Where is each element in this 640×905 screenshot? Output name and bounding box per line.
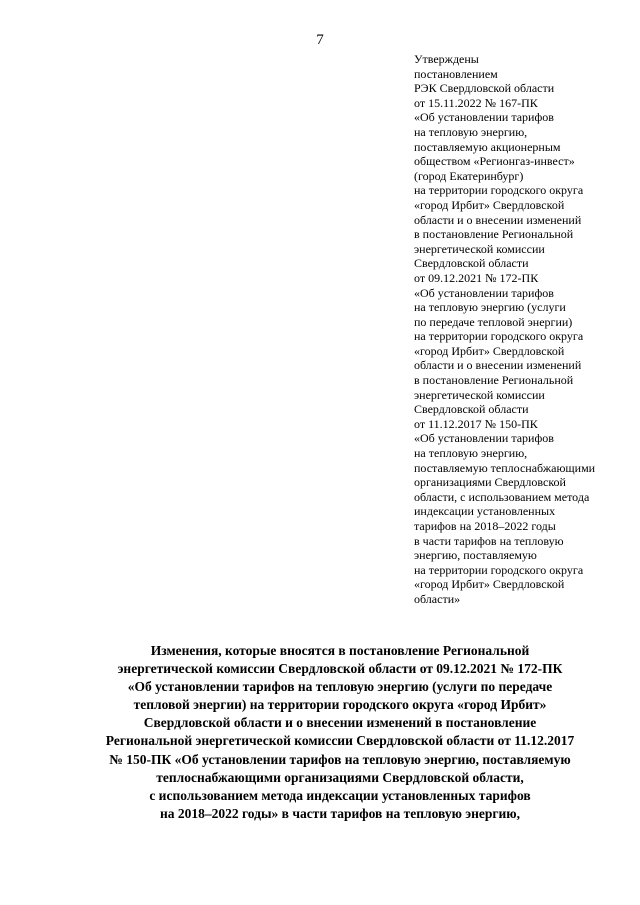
approval-line: «город Ирбит» Свердловской xyxy=(414,343,565,358)
approval-line: от 11.12.2017 № 150-ПК xyxy=(414,416,538,431)
approval-line: «Об установлении тарифов xyxy=(414,110,554,125)
approval-line: энергетической комиссии xyxy=(414,387,545,402)
approval-line: области, с использованием метода xyxy=(414,489,590,504)
title-line: № 150-ПК «Об установлении тарифов на тепловую энергию, поставляемую xyxy=(109,751,571,767)
approval-line: на тепловую энергию, xyxy=(414,446,528,461)
approval-line: на территории городского округа xyxy=(414,183,584,198)
approval-line: на тепловую энергию (услуги xyxy=(414,300,566,315)
approval-line: области и о внесении изменений xyxy=(414,358,582,373)
title-line: Региональной энергетической комиссии Свердловской области от 11.12.2017 xyxy=(105,733,575,749)
approval-line: Утверждены xyxy=(414,52,479,66)
title-line: Свердловской области и о внесении изменений в постановление xyxy=(143,715,537,731)
approval-line: на тепловую энергию, xyxy=(414,124,528,139)
approval-line: (город Екатеринбург) xyxy=(414,168,524,183)
approval-line: индексации установленных xyxy=(414,504,556,519)
title-line: теплоснабжающими организациями Свердловской области, xyxy=(156,769,524,785)
approval-line: на территории городского округа xyxy=(414,562,584,577)
approval-line: от 09.12.2021 № 172-ПК xyxy=(414,270,539,285)
approval-line: от 15.11.2022 № 167-ПК xyxy=(414,95,538,110)
approval-line: «город Ирбит» Свердловской xyxy=(414,577,565,592)
title-line: тепловой энергии) на территории городского округа «город Ирбит» xyxy=(133,697,547,713)
approval-line: области и о внесении изменений xyxy=(414,212,582,227)
approval-line: обществом «Регионгаз-инвест» xyxy=(414,154,575,169)
approval-line: по передаче тепловой энергии) xyxy=(414,314,573,329)
approval-block xyxy=(414,52,634,607)
approval-line: энергетической комиссии xyxy=(414,241,545,256)
approval-line: поставляемую акционерным xyxy=(414,139,561,154)
approval-line: РЭК Свердловской области xyxy=(414,81,555,96)
approval-line: области» xyxy=(414,591,461,606)
approval-line: тарифов на 2018–2022 годы xyxy=(414,519,556,533)
approval-line: «Об установлении тарифов xyxy=(414,431,554,446)
approval-line: «город Ирбит» Свердловской xyxy=(414,197,565,212)
approval-line: поставляемую теплоснабжающими xyxy=(414,460,596,475)
approval-line: в части тарифов на тепловую xyxy=(414,533,564,548)
title-line: Изменения, которые вносятся в постановление Региональной xyxy=(150,643,530,658)
approval-line: постановлением xyxy=(414,66,498,81)
title-line: энергетической комиссии Свердловской области от 09.12.2021 № 172-ПК xyxy=(117,661,563,677)
approval-line: «Об установлении тарифов xyxy=(414,285,554,300)
approval-line: на территории городского округа xyxy=(414,329,584,344)
document-title xyxy=(40,642,640,823)
page-number: 7 xyxy=(316,32,324,48)
title-line: на 2018–2022 годы» в части тарифов на тепловую энергию, xyxy=(159,805,520,821)
approval-line: организациями Свердловской xyxy=(414,475,566,490)
approval-line: энергию, поставляемую xyxy=(414,548,537,563)
approval-line: Свердловской области xyxy=(414,402,529,417)
title-line: с использованием метода индексации установленных тарифов xyxy=(149,787,531,803)
approval-line: в постановление Региональной xyxy=(414,373,574,388)
approval-line: в постановление Региональной xyxy=(414,227,574,242)
approval-line: Свердловской области xyxy=(414,256,529,271)
title-line: «Об установлении тарифов на тепловую энергию (услуги по передаче xyxy=(127,679,553,695)
